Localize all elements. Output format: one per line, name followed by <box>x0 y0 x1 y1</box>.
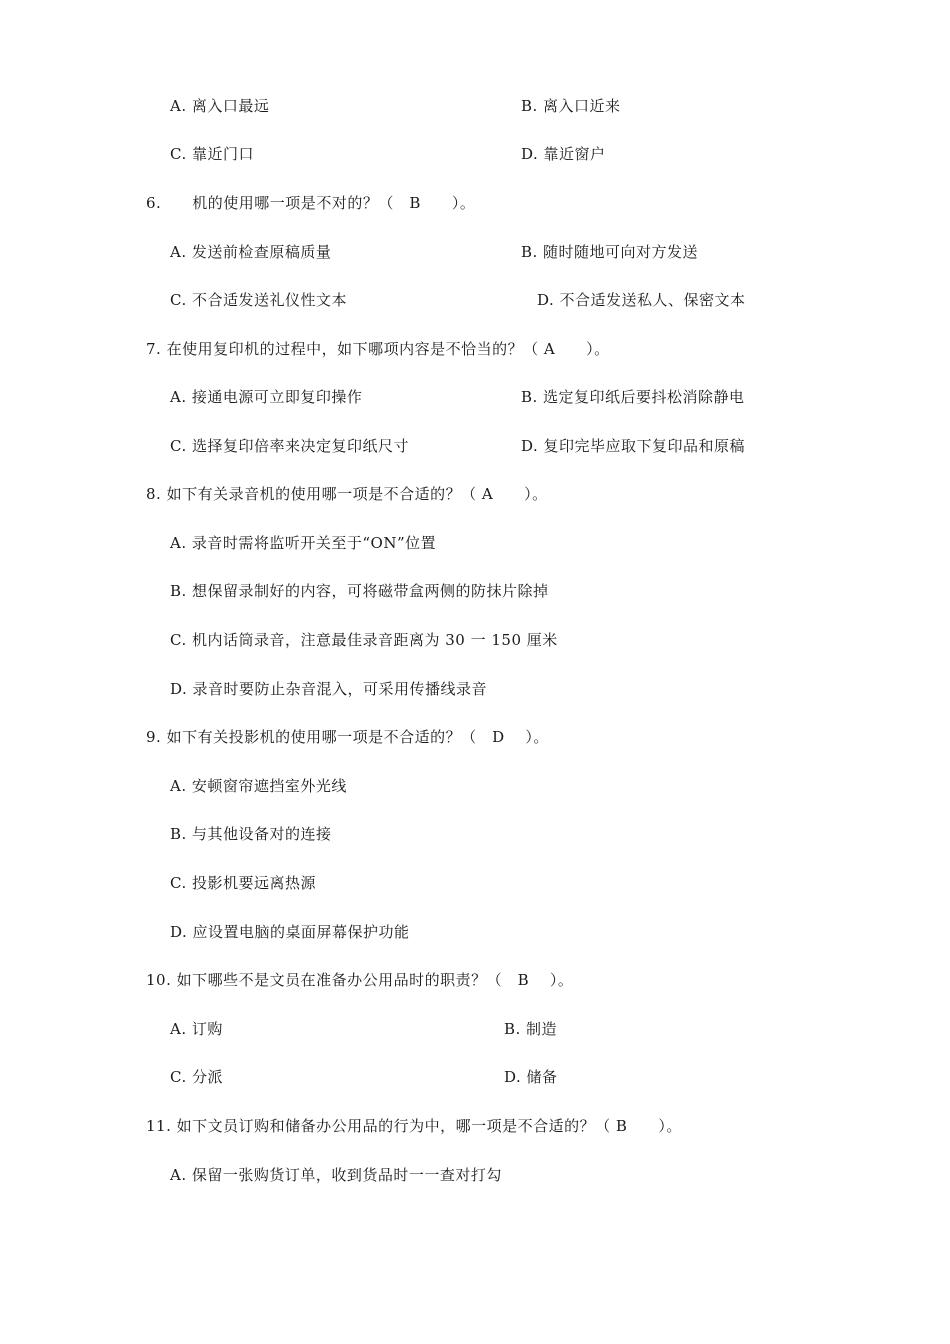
option-q5-c: C. 靠近门口 <box>170 145 254 163</box>
option-q8-a: A. 录音时需将监听开关至于“ON”位置 <box>170 534 437 552</box>
option-q9-d: D. 应设置电脑的桌面屏幕保护功能 <box>170 923 410 941</box>
option-q6-d: D. 不合适发送私人、保密文本 <box>537 291 746 309</box>
question-7: 7. 在使用复印机的过程中，如下哪项内容是不恰当的？（ A ）。 <box>146 340 610 358</box>
question-9: 9. 如下有关投影机的使用哪一项是不合适的？（ D ）。 <box>146 728 549 746</box>
question-6: 6. 机的使用哪一项是不对的？（ B ）。 <box>146 194 476 212</box>
option-q8-b: B. 想保留录制好的内容，可将磁带盒两侧的防抹片除掉 <box>170 582 549 600</box>
option-q8-c: C. 机内话筒录音，注意最佳录音距离为 30 一 150 厘米 <box>170 631 558 649</box>
option-q8-d: D. 录音时要防止杂音混入，可采用传播线录音 <box>170 680 488 698</box>
option-q5-d: D. 靠近窗户 <box>521 145 606 163</box>
question-11: 11. 如下文员订购和储备办公用品的行为中，哪一项是不合适的？（ B ）。 <box>146 1117 682 1135</box>
option-q9-b: B. 与其他设备对的连接 <box>170 825 332 843</box>
option-q10-c: C. 分派 <box>170 1068 223 1086</box>
question-10: 10. 如下哪些不是文员在准备办公用品时的职责？（ B ）。 <box>146 971 574 989</box>
question-8: 8. 如下有关录音机的使用哪一项是不合适的？（ A ）。 <box>146 485 548 503</box>
option-q6-a: A. 发送前检查原稿质量 <box>170 243 332 261</box>
option-q7-a: A. 接通电源可立即复印操作 <box>170 388 363 406</box>
option-q5-a: A. 离入口最远 <box>170 97 270 115</box>
option-q9-a: A. 安顿窗帘遮挡室外光线 <box>170 777 347 795</box>
option-q10-a: A. 订购 <box>170 1020 223 1038</box>
option-q7-d: D. 复印完毕应取下复印品和原稿 <box>521 437 746 455</box>
option-q6-c: C. 不合适发送礼仪性文本 <box>170 291 347 309</box>
option-q6-b: B. 随时随地可向对方发送 <box>521 243 699 261</box>
option-q7-b: B. 选定复印纸后要抖松消除静电 <box>521 388 745 406</box>
option-q5-b: B. 离入口近来 <box>521 97 621 115</box>
option-q10-d: D. 储备 <box>504 1068 558 1086</box>
option-q7-c: C. 选择复印倍率来决定复印纸尺寸 <box>170 437 409 455</box>
option-q11-a: A. 保留一张购货订单，收到货品时一一查对打勾 <box>170 1166 502 1184</box>
option-q9-c: C. 投影机要远离热源 <box>170 874 316 892</box>
option-q10-b: B. 制造 <box>504 1020 558 1038</box>
